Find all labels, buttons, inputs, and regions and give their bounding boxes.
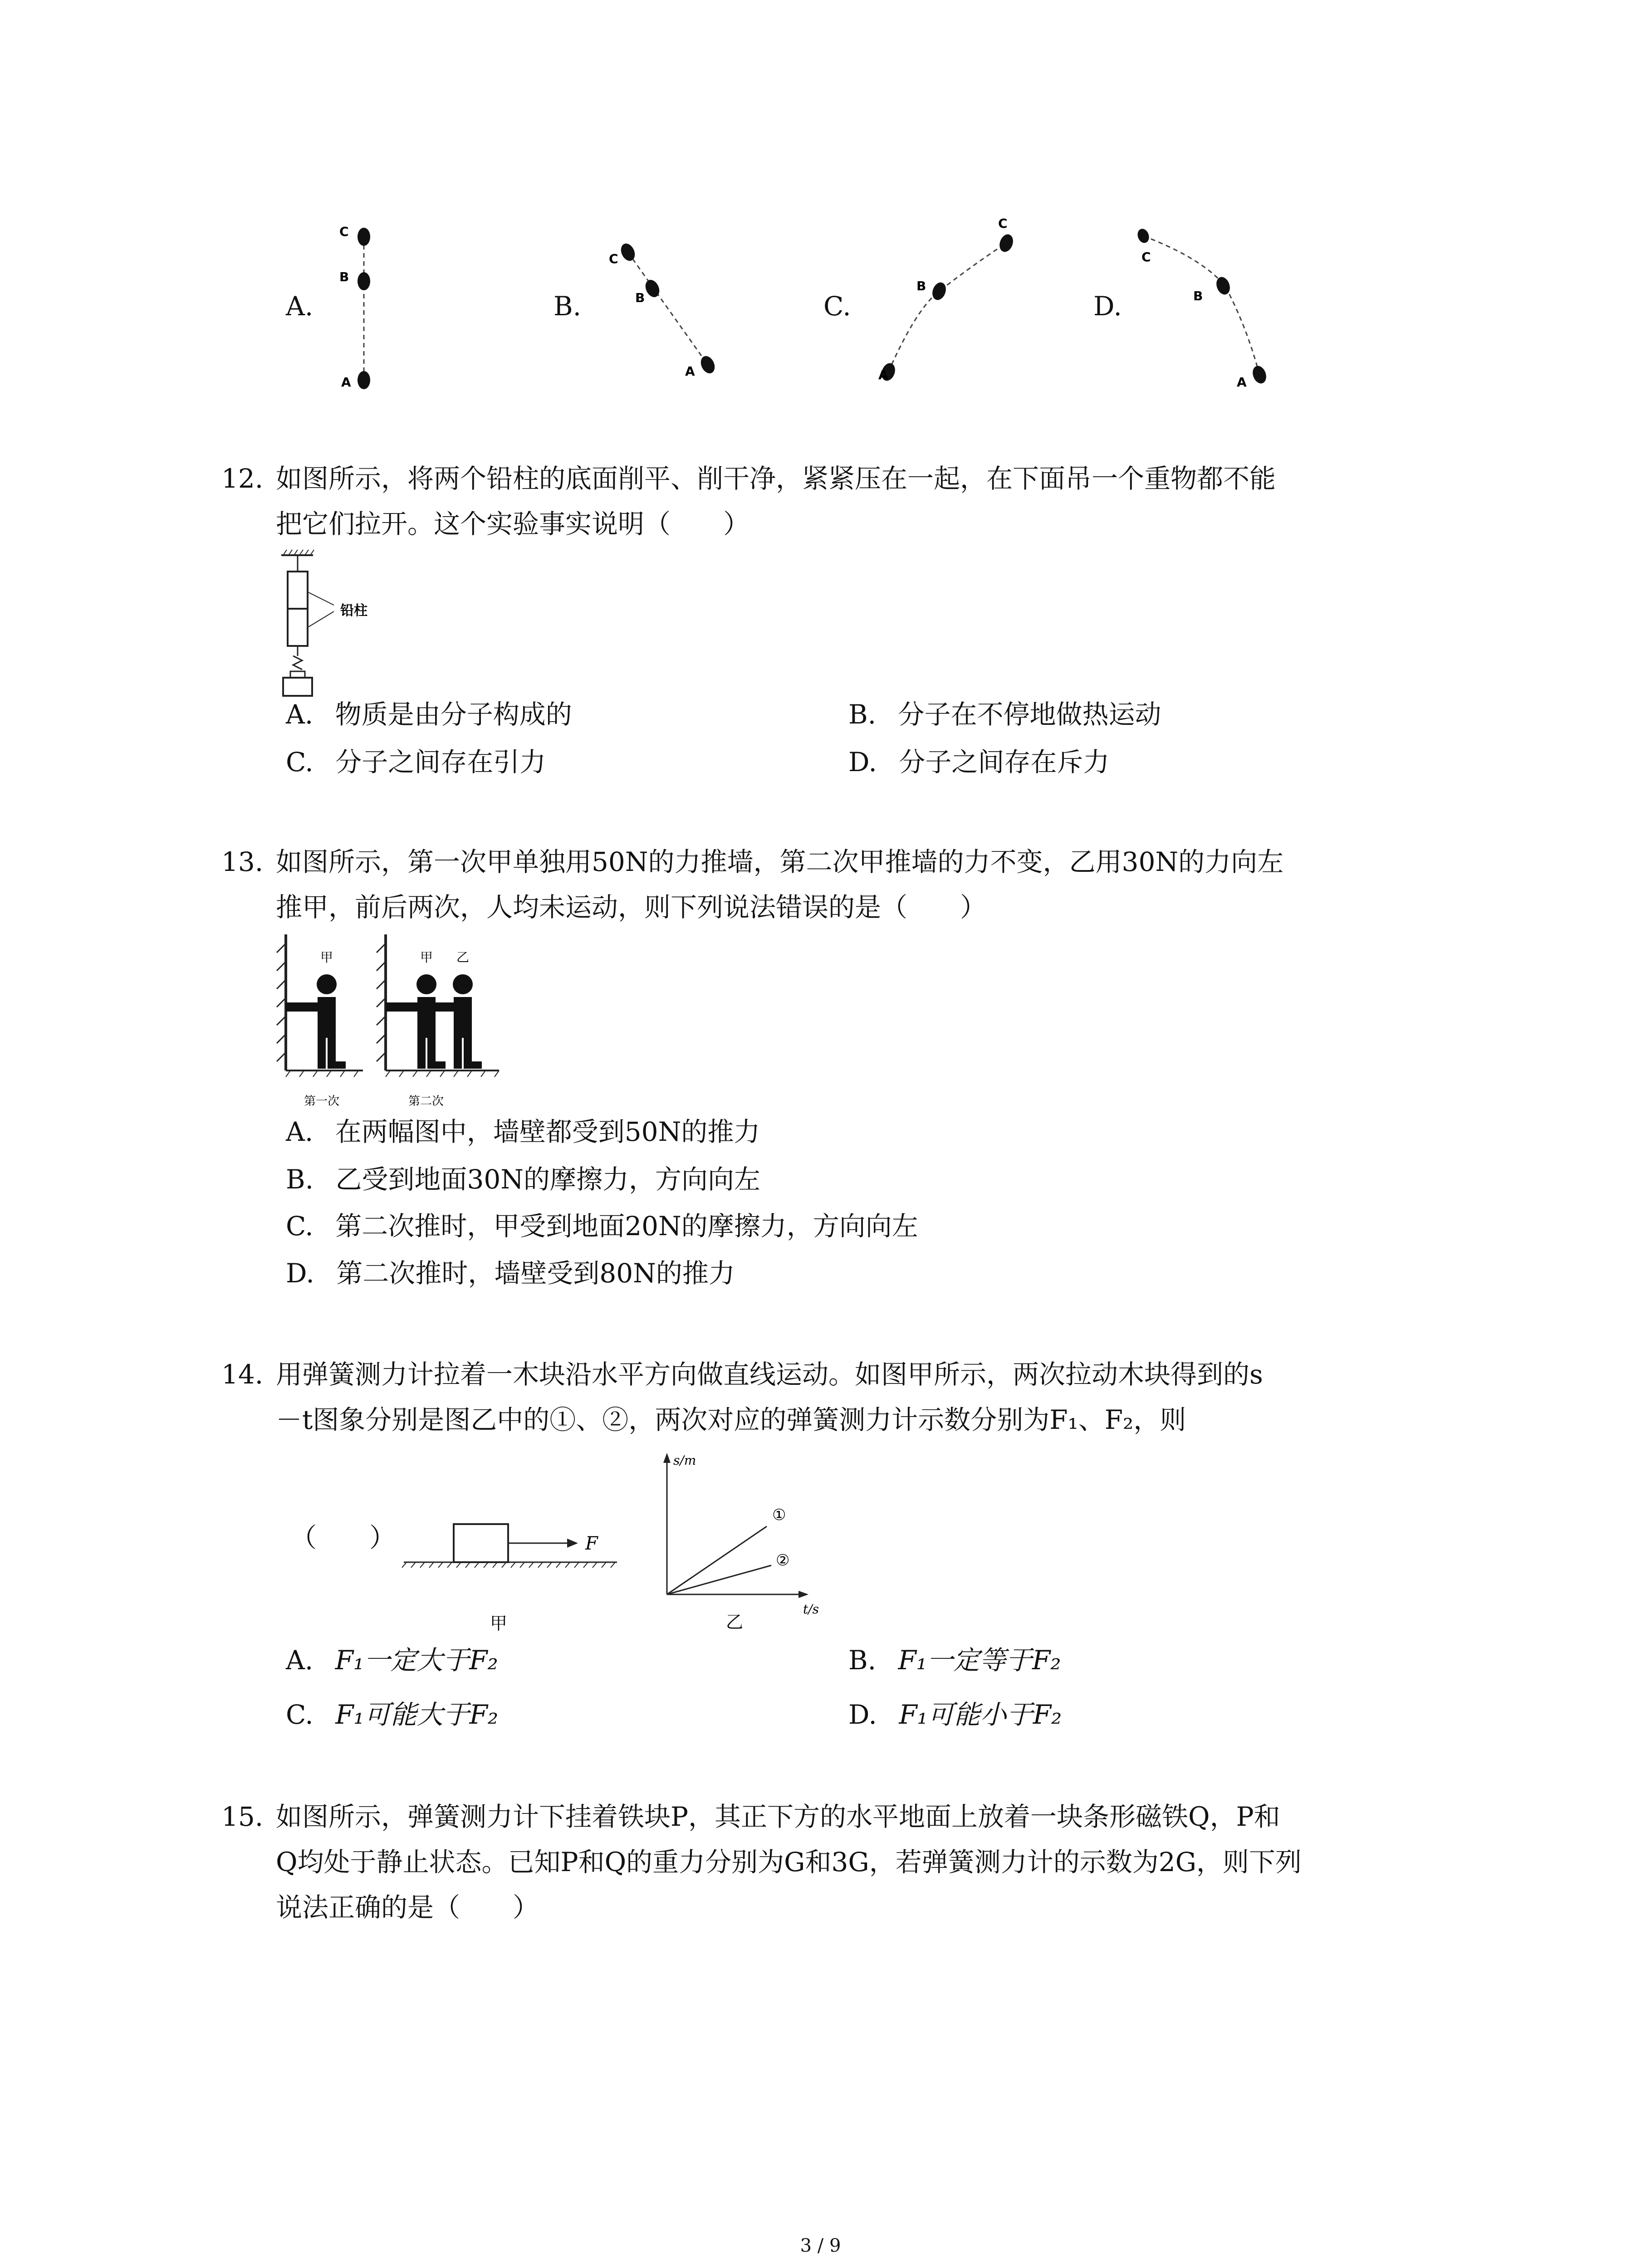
q14-y-axis-label: s/m	[673, 1453, 696, 1468]
q11-figure-d	[1125, 222, 1288, 404]
q13-option-c	[286, 1210, 918, 1242]
q14-fig-yi-label: 乙	[726, 1612, 744, 1632]
q11-c-point-c: C	[998, 216, 1008, 231]
q13-fig-first: 第一次	[304, 1095, 340, 1108]
q12-option-d-letter: D.	[848, 747, 877, 777]
q15-number: 15.	[221, 1801, 264, 1832]
q14-option-b-text: F₁一定等于F₂	[898, 1645, 1061, 1676]
q12-option-a	[286, 699, 572, 730]
q14-option-b-letter: B.	[848, 1645, 877, 1676]
q13-option-c-letter: C.	[286, 1211, 314, 1242]
q13-option-c-text: 第二次推时，甲受到地面20N的摩擦力，方向向左	[335, 1211, 918, 1242]
q13-fig-yi: 乙	[456, 950, 470, 965]
q13-fig-second: 第二次	[408, 1095, 444, 1108]
q11-figure-a	[331, 218, 399, 399]
q14-x-axis-label: t/s	[803, 1602, 819, 1617]
q14-option-d	[848, 1699, 1062, 1730]
q11-option-d-letter: D.	[1093, 291, 1122, 322]
q11-figure-c	[862, 213, 1043, 404]
q14-force-label: F	[585, 1533, 598, 1554]
q14-line1-label: ①	[772, 1506, 786, 1524]
q14-option-b	[848, 1644, 1061, 1676]
q13-fig-jia-1: 甲	[320, 950, 333, 965]
q14-option-a-letter: A.	[286, 1645, 314, 1676]
q11-d-point-a: A	[1237, 375, 1247, 390]
q13-option-b	[286, 1163, 760, 1195]
q12-lead-cylinder-figure	[272, 549, 408, 699]
q12-option-b-letter: B.	[848, 699, 877, 730]
q13-option-a	[286, 1116, 760, 1148]
page-number: 3 / 9	[800, 2235, 841, 2256]
q11-d-point-c: C	[1141, 249, 1151, 264]
q12-option-d	[848, 746, 1109, 778]
q13-fig-jia-2: 甲	[420, 950, 433, 965]
q14-stem-line1: 用弹簧测力计拉着一木块沿水平方向做直线运动。如图甲所示，两次拉动木块得到的s	[276, 1359, 1263, 1390]
q11-a-point-c: C	[339, 224, 349, 239]
q12-option-c	[286, 746, 546, 778]
q14-option-a-text: F₁一定大于F₂	[335, 1645, 498, 1676]
q13-stem-line2: 推甲，前后两次，人均未运动，则下列说法错误的是（ ）	[276, 892, 987, 923]
q12-figure-label: 铅柱	[340, 603, 367, 619]
q11-b-point-a: A	[685, 364, 695, 379]
q12-stem-line1: 如图所示，将两个铅柱的底面削平、削干净，紧紧压在一起，在下面吊一个重物都不能	[276, 463, 1276, 494]
q13-option-a-text: 在两幅图中，墙壁都受到50N的推力	[335, 1116, 760, 1147]
q14-stem-line2: －t图象分别是图乙中的①、②，两次对应的弹簧测力计示数分别为F₁、F₂，则	[276, 1404, 1186, 1435]
q13-option-d	[286, 1257, 735, 1289]
q14-number: 14.	[221, 1359, 264, 1390]
q15-stem-line1: 如图所示，弹簧测力计下挂着铁块P，其正下方的水平地面上放着一块条形磁铁Q，P和	[276, 1801, 1280, 1832]
q12-option-a-text: 物质是由分子构成的	[335, 699, 572, 730]
q11-c-point-a: A	[878, 367, 888, 382]
q11-option-a-letter: A.	[286, 291, 314, 322]
q12-option-a-letter: A.	[286, 699, 314, 730]
q11-d-point-b: B	[1193, 288, 1203, 303]
q11-b-point-b: B	[635, 290, 645, 305]
q14-option-c-letter: C.	[286, 1699, 314, 1730]
q13-push-wall-figure	[272, 934, 508, 1116]
q11-b-point-c: C	[609, 251, 618, 266]
q14-option-c	[286, 1699, 498, 1730]
q12-stem-line2: 把它们拉开。这个实验事实说明（ ）	[276, 508, 750, 539]
q11-option-c-letter: C.	[823, 291, 851, 322]
q13-option-a-letter: A.	[286, 1116, 314, 1147]
q14-fig-jia-label: 甲	[490, 1613, 508, 1633]
q11-option-b-letter: B.	[554, 291, 582, 322]
q15-stem-line2: Q均处于静止状态。已知P和Q的重力分别为G和3G，若弹簧测力计的示数为2G，则下列	[276, 1847, 1302, 1877]
q11-a-point-b: B	[339, 269, 349, 284]
q12-option-c-text: 分子之间存在引力	[335, 747, 546, 777]
q14-answer-bracket: （ ）	[290, 1522, 396, 1553]
q13-option-b-text: 乙受到地面30N的摩擦力，方向向左	[335, 1164, 761, 1195]
q14-figure-yi	[653, 1449, 844, 1640]
q11-figure-b	[599, 227, 735, 390]
q14-option-c-text: F₁可能大于F₂	[335, 1699, 499, 1730]
q12-number: 12.	[221, 463, 264, 494]
q13-option-b-letter: B.	[286, 1164, 314, 1195]
q13-option-d-text: 第二次推时，墙壁受到80N的推力	[336, 1258, 735, 1289]
q14-line2-label: ②	[776, 1551, 790, 1569]
q11-a-point-a: A	[341, 375, 351, 390]
q14-option-a	[286, 1644, 498, 1676]
q11-c-point-b: B	[916, 279, 926, 293]
q12-option-d-text: 分子之间存在斥力	[899, 747, 1110, 777]
q12-option-b-text: 分子在不停地做热运动	[898, 699, 1161, 730]
q12-option-c-letter: C.	[286, 747, 314, 777]
q15-stem-line3: 说法正确的是（ ）	[276, 1892, 539, 1923]
q13-number: 13.	[221, 846, 264, 877]
q14-option-d-text: F₁可能小于F₂	[899, 1699, 1062, 1730]
q12-option-b	[848, 699, 1161, 730]
q13-stem-line1: 如图所示，第一次甲单独用50N的力推墙，第二次甲推墙的力不变，乙用30N的力向左	[276, 846, 1284, 877]
q14-option-d-letter: D.	[848, 1699, 877, 1730]
q13-option-d-letter: D.	[286, 1258, 314, 1289]
q14-figure-jia	[399, 1510, 635, 1647]
